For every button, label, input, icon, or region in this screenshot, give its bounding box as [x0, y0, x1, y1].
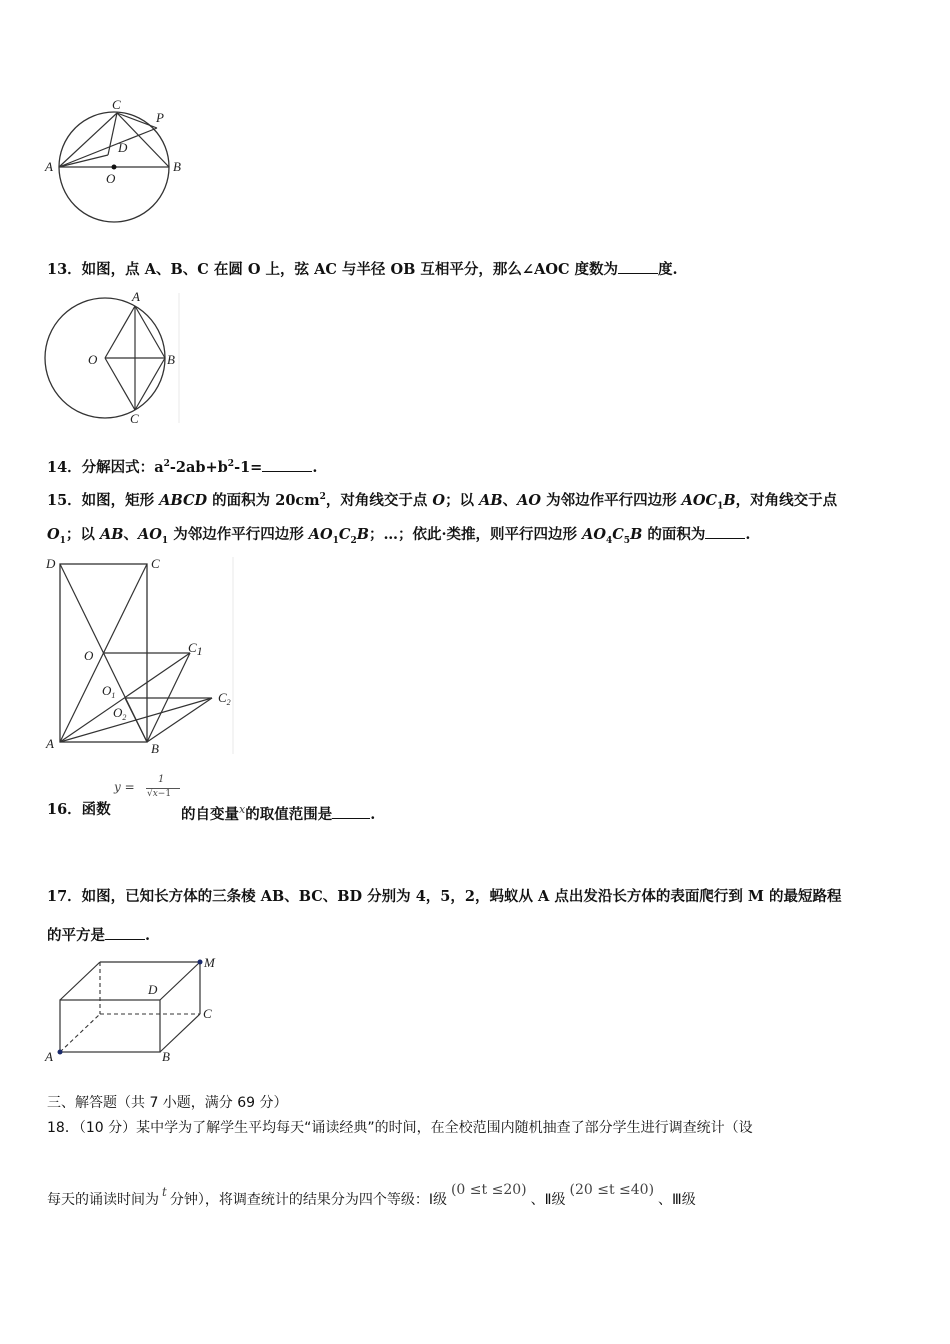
label-a: A [45, 1049, 53, 1064]
label-c: C [112, 97, 121, 112]
label-o1: $O_1$ [102, 683, 116, 700]
label-c2: $C_2$ [218, 690, 231, 707]
figure-12-circle [40, 95, 200, 225]
chord-ac [59, 113, 117, 167]
segment-cd [108, 113, 117, 155]
question-18-line-2: 每天的诵读时间为 t 分钟），将调查统计的结果分为四个等级：Ⅰ级(0 ≤t ≤20)、Ⅱ级(20 ≤t ≤40)、Ⅲ级 [47, 1182, 696, 1208]
question-14: 14．分解因式：$a^2-2ab+b^2-1=$ . [47, 458, 318, 476]
question-15-line-2: $O_1$；以 AB、$AO_1$ 为邻边作平行四边形 $AO_1C_2B$；…；依此·类推，则平行四边形 $AO_4C_5B$ 的面积为 . [47, 526, 751, 546]
question-16-body: 的自变量$^𝑥$的取值范围是 . [181, 803, 376, 823]
segment-cb [135, 358, 165, 410]
answer-blank-13[interactable] [618, 259, 658, 274]
label-c: C [151, 556, 160, 571]
point-a [58, 1050, 63, 1055]
answer-blank-17[interactable] [105, 925, 145, 940]
label-a: A [132, 289, 140, 304]
hidden-edge-bottom [60, 1014, 100, 1052]
variable-t: t [162, 1185, 167, 1199]
function-formula [114, 774, 184, 808]
figure-17-cuboid [40, 952, 240, 1067]
section-3-title: 三、解答题（共 7 小题，满分 69 分） [47, 1095, 288, 1111]
question-13-text: 13．如图，点 A、B、C 在圆 O 上，弦 AC 与半径 OB 互相平分，那么∠AOC 度数为 [47, 261, 619, 278]
question-13 [47, 259, 678, 280]
answer-blank-15[interactable] [705, 524, 745, 539]
cuboid-front-face [60, 1000, 160, 1052]
segment-ab [135, 306, 165, 358]
edge-bottom-right [160, 1014, 200, 1052]
label-c: C [130, 411, 139, 426]
formula-numerator: 1 [158, 774, 165, 785]
question-17-line-1: 17．如图，已知长方体的三条棱 AB、BC、BD 分别为 4，5，2，蚂蚁从 A 点出发沿长方体的表面爬行到 M 的最短路程 [47, 888, 842, 905]
center-point-o [112, 165, 117, 170]
radius-oc [105, 358, 135, 410]
label-b: B [173, 159, 181, 174]
label-d: D [46, 556, 56, 571]
label-o: O [106, 171, 116, 186]
figure-13-circle [40, 288, 190, 428]
label-a: A [46, 736, 54, 751]
label-b: B [162, 1049, 170, 1064]
label-b: B [167, 352, 175, 367]
segment-c2b [147, 698, 212, 742]
question-16-prefix: 16．函数 [47, 801, 111, 818]
answer-blank-14[interactable] [262, 457, 312, 472]
label-o: O [88, 352, 98, 367]
label-o: O [84, 648, 94, 663]
label-p: P [156, 110, 164, 125]
point-m [198, 960, 203, 965]
formula-lhs: 𝑦 = [114, 780, 135, 794]
chord-cp [117, 113, 157, 128]
edge-top-left [60, 962, 100, 1000]
answer-blank-16[interactable] [332, 804, 370, 819]
variable-x: 𝑥 [239, 803, 246, 816]
label-m: M [204, 955, 215, 970]
chord-ap [59, 128, 157, 167]
segment-o1b [125, 698, 147, 742]
label-a: A [45, 159, 53, 174]
formula-denominator: √𝑥−1 [147, 789, 172, 799]
question-17-line-2: 的平方是 . [47, 927, 151, 944]
question-14-prefix: 14．分解因式： [47, 458, 155, 476]
label-o2: $O_2$ [113, 705, 127, 722]
range-level-1: (0 ≤t ≤20) [450, 1182, 527, 1198]
label-d: D [148, 982, 158, 997]
question-15-line-1: 15．如图，矩形 ABCD 的面积为 $20cm^2$，对角线交于点 O；以 AB、AO 为邻边作平行四边形 $AOC_1B$，对角线交于点 [47, 491, 838, 512]
radius-oa [105, 306, 135, 358]
label-c: C [203, 1006, 212, 1021]
range-level-2: (20 ≤t ≤40) [569, 1182, 655, 1198]
question-18-line-1: 18．（10 分）某中学为了解学生平均每天“诵读经典”的时间，在全校范围内随机抽查了部分学生进行调查统计（设 [47, 1120, 753, 1136]
edge-top-right [160, 962, 200, 1000]
label-c1: C1 [188, 640, 203, 658]
question-13-suffix: 度. [658, 261, 678, 278]
figure-15-rectangle [40, 552, 240, 757]
label-d: D [118, 140, 128, 155]
label-b: B [151, 741, 159, 756]
